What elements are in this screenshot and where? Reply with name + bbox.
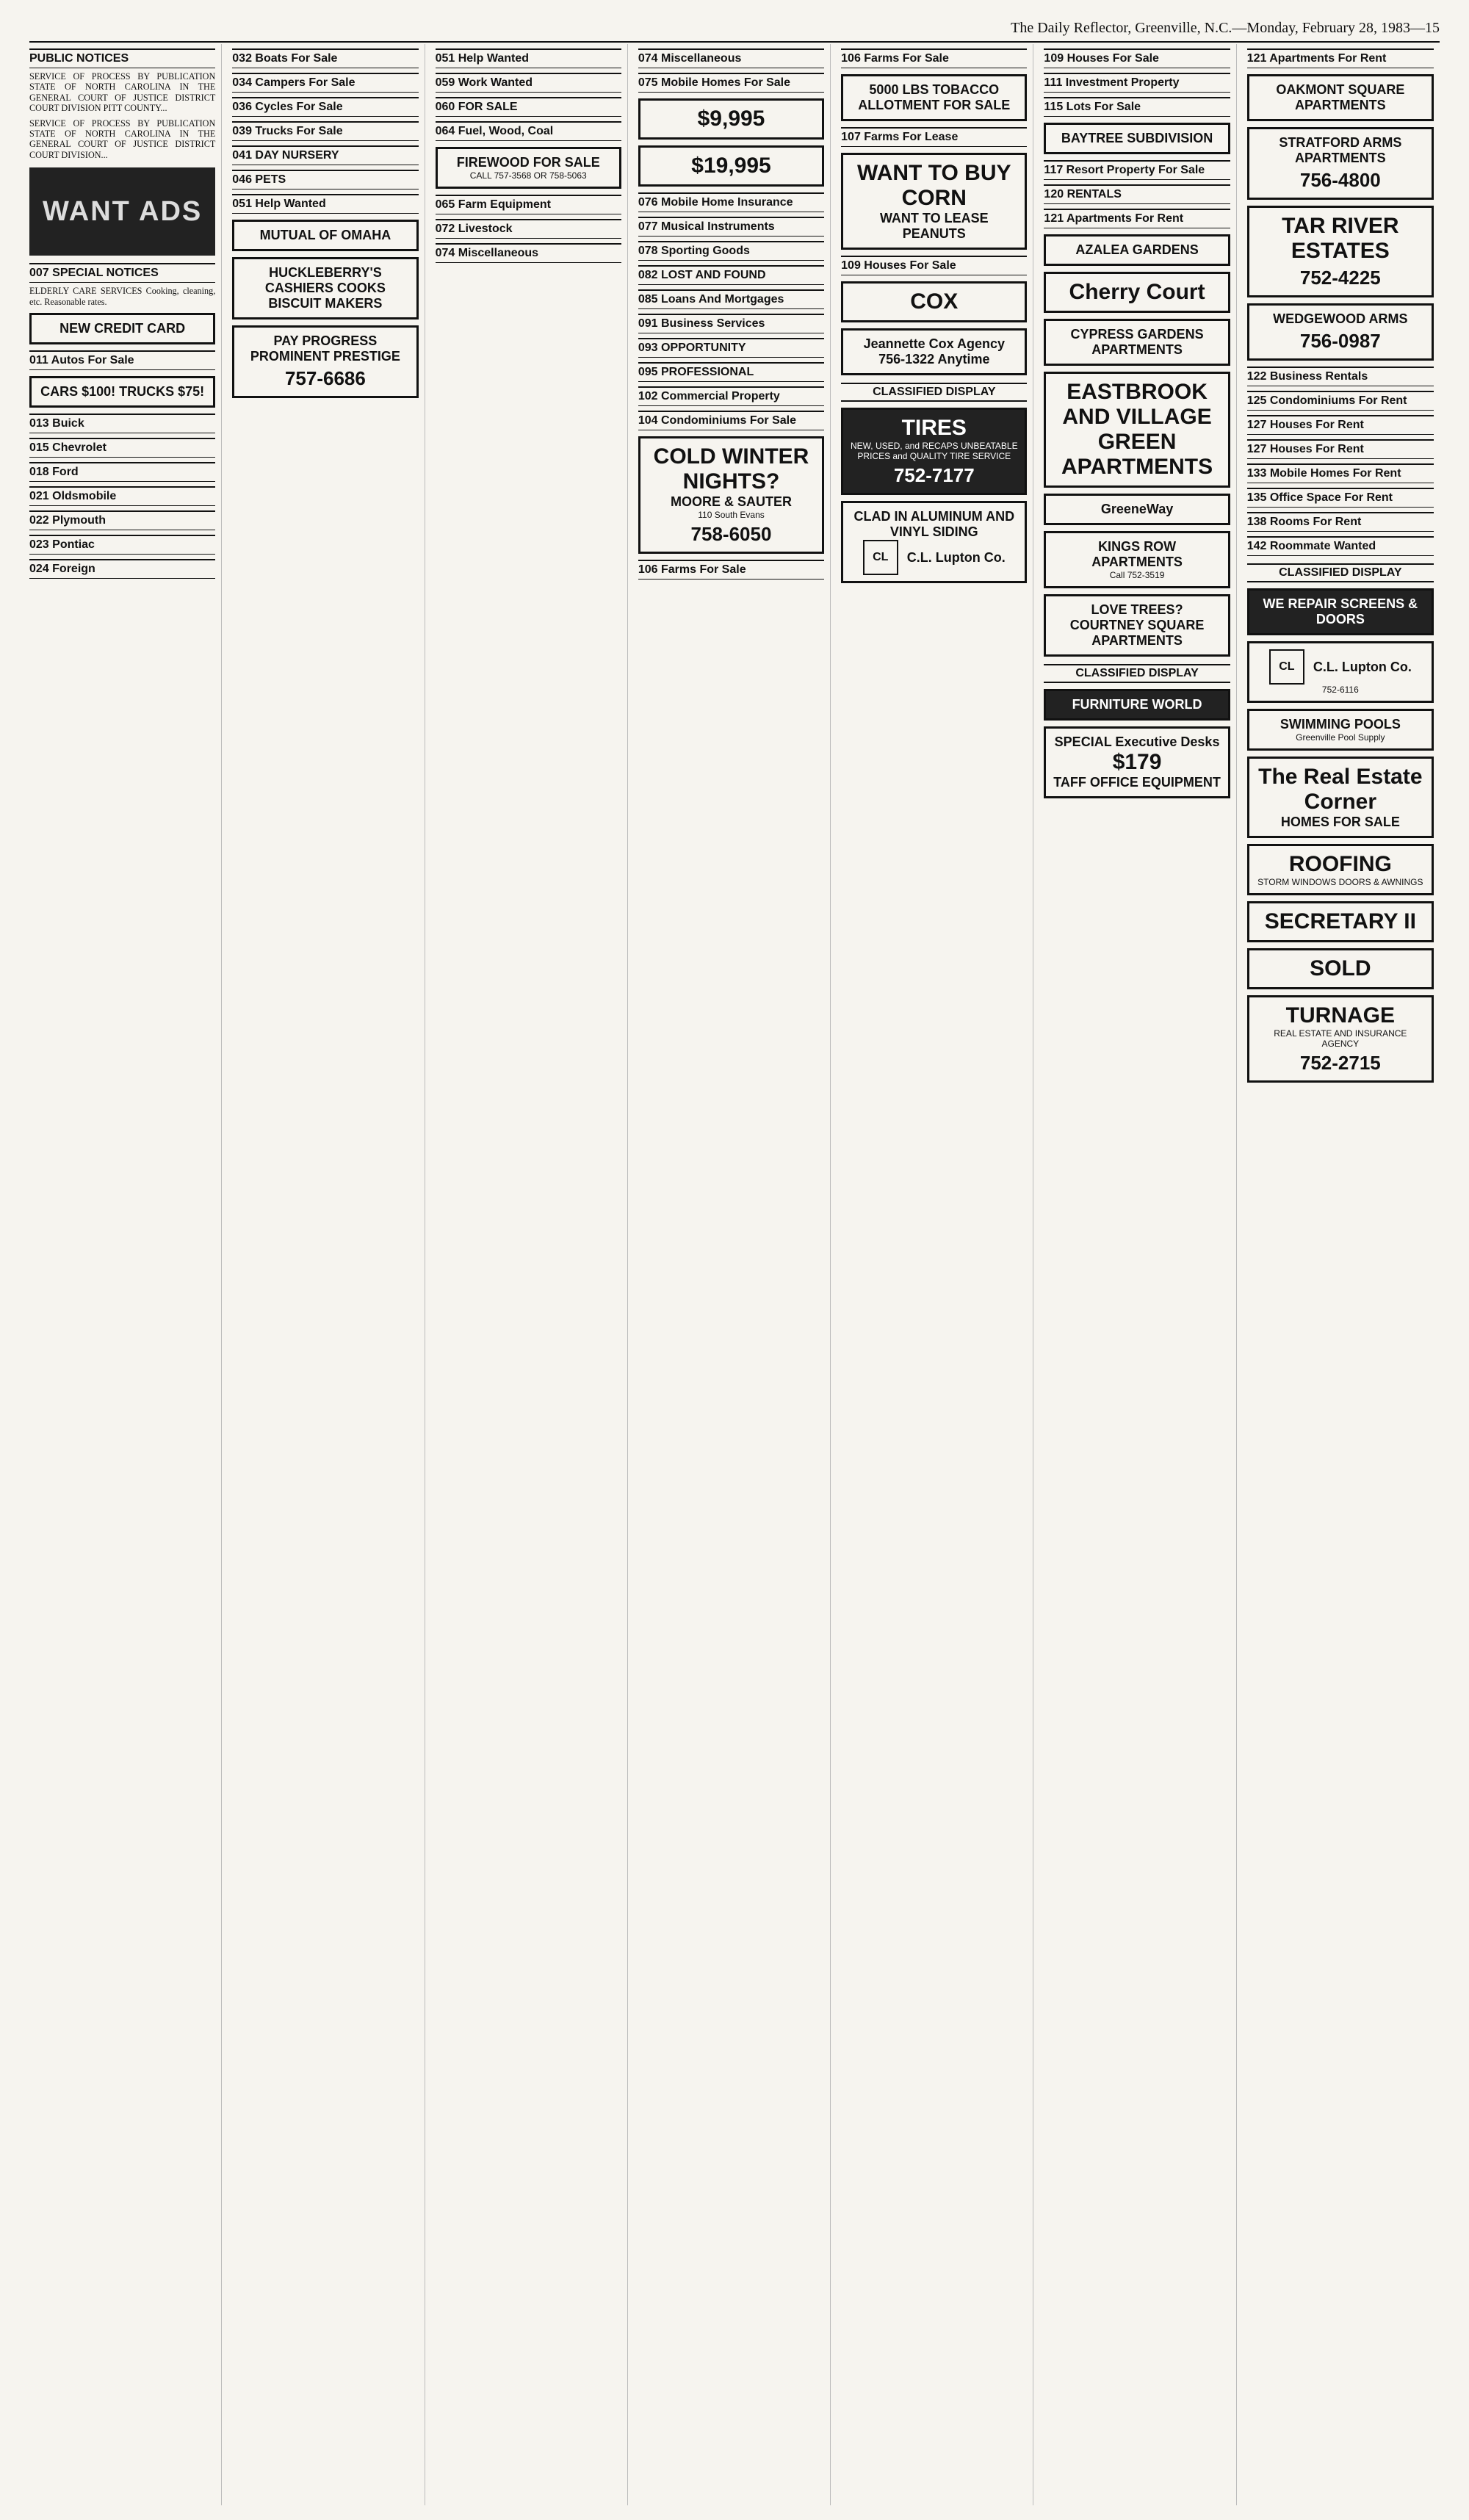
resort-title: 117 Resort Property For Sale — [1044, 160, 1230, 180]
farms-sale-title: 106 Farms For Sale — [638, 560, 824, 580]
houses-rent-title-2: 127 Houses For Rent — [1247, 439, 1434, 459]
musical-title: 077 Musical Instruments — [638, 217, 824, 237]
apartments-title-6: 121 Apartments For Rent — [1044, 209, 1230, 228]
houses-title-6: 109 Houses For Sale — [1044, 48, 1230, 68]
lupton-logo-icon: CL — [863, 540, 898, 575]
livestock-title: 072 Livestock — [436, 219, 621, 239]
page-header — [29, 7, 1440, 43]
mobile-homes-title: 075 Mobile Homes For Sale — [638, 73, 824, 93]
executive-desks-ad: SPECIAL Executive Desks $179 TAFF OFFICE EQUIPMENT — [1044, 726, 1230, 798]
jeannette-cox-ad: Jeannette Cox Agency 756-1322 Anytime — [841, 328, 1027, 375]
oldsmobile-title: 021 Oldsmobile — [29, 486, 215, 506]
column-2 — [232, 44, 425, 2505]
cox-ad: COX — [841, 281, 1027, 322]
classified-display-7: CLASSIFIED DISPLAY — [1247, 563, 1434, 582]
column-5 — [841, 44, 1033, 2505]
column-7 — [1247, 44, 1440, 2505]
boats-title: 032 Boats For Sale — [232, 48, 418, 68]
autos-title: 011 Autos For Sale — [29, 350, 215, 370]
business-services-title: 091 Business Services — [638, 314, 824, 333]
stratford-ad: STRATFORD ARMS APARTMENTS 756-4800 — [1247, 127, 1434, 200]
azalea-ad: AZALEA GARDENS — [1044, 234, 1230, 266]
houses-sale-title: 109 Houses For Sale — [841, 256, 1027, 275]
tar-river-ad: TAR RIVER ESTATES 752-4225 — [1247, 206, 1434, 297]
buick-title: 013 Buick — [29, 414, 215, 433]
kings-row-ad: KINGS ROW APARTMENTS Call 752-3519 — [1044, 531, 1230, 588]
special-notice-1: ELDERLY CARE SERVICES Cooking, cleaning, etc. Reasonable rates. — [29, 286, 216, 307]
lupton-logo-icon-2: CL — [1269, 649, 1304, 685]
farms-title-2: 106 Farms For Sale — [841, 48, 1027, 68]
classified-display-6: CLASSIFIED DISPLAY — [1044, 664, 1230, 683]
lost-found-title: 082 LOST AND FOUND — [638, 265, 824, 285]
foreign-title: 024 Foreign — [29, 559, 215, 579]
price-9995: $9,995 — [638, 98, 824, 140]
lots-title: 115 Lots For Sale — [1044, 97, 1230, 117]
loans-title: 085 Loans And Mortgages — [638, 289, 824, 309]
roofing-ad: ROOFING STORM WINDOWS DOORS & AWNINGS — [1247, 844, 1434, 895]
sold-ad: SOLD — [1247, 948, 1434, 989]
mobile-rent-title: 133 Mobile Homes For Rent — [1247, 463, 1434, 483]
tobacco-ad: 5000 LBS TOBACCO ALLOTMENT FOR SALE — [841, 74, 1027, 121]
public-notices-title: PUBLIC NOTICES — [29, 48, 215, 68]
cherry-court-ad: Cherry Court — [1044, 272, 1230, 313]
cycles-title: 036 Cycles For Sale — [232, 97, 418, 117]
oakmont-ad: OAKMONT SQUARE APARTMENTS — [1247, 74, 1434, 121]
special-notices-title: 007 SPECIAL NOTICES — [29, 263, 215, 283]
sporting-title: 078 Sporting Goods — [638, 241, 824, 261]
campers-title: 034 Campers For Sale — [232, 73, 418, 93]
cladding-ad: CLAD IN ALUMINUM AND VINYL SIDING CL C.L. Lupton Co. — [841, 501, 1027, 583]
work-wanted-title: 059 Work Wanted — [436, 73, 621, 93]
cold-winter-ad: COLD WINTER NIGHTS? MOORE & SAUTER 110 South Evans 758-6050 — [638, 436, 824, 554]
courtney-ad: LOVE TREES? COURTNEY SQUARE APARTMENTS — [1044, 594, 1230, 657]
houses-rent-title: 127 Houses For Rent — [1247, 415, 1434, 435]
pets-title: 046 PETS — [232, 170, 418, 189]
swimming-pools-ad: SWIMMING POOLS Greenville Pool Supply — [1247, 709, 1434, 751]
professional-title: 095 PROFESSIONAL — [638, 362, 824, 382]
mobile-insurance-title: 076 Mobile Home Insurance — [638, 192, 824, 212]
eastbrook-ad: EASTBROOK AND VILLAGE GREEN APARTMENTS — [1044, 372, 1230, 488]
we-repair-ad: WE REPAIR SCREENS & DOORS — [1247, 588, 1434, 635]
ford-title: 018 Ford — [29, 462, 215, 482]
farms-lease-title: 107 Farms For Lease — [841, 127, 1027, 147]
chevrolet-title: 015 Chevrolet — [29, 438, 215, 458]
price-19995: $19,995 — [638, 145, 824, 187]
tires-ad: TIRES NEW, USED, and RECAPS UNBEATABLE PRICES and QUALITY TIRE SERVICE 752-7177 — [841, 408, 1027, 495]
secretary-ad: SECRETARY II — [1247, 901, 1434, 942]
wedgewood-ad: WEDGEWOOD ARMS 756-0987 — [1247, 303, 1434, 361]
help-wanted-title-2: 051 Help Wanted — [436, 48, 621, 68]
commercial-title: 102 Commercial Property — [638, 386, 824, 406]
miscellaneous-title: 074 Miscellaneous — [436, 243, 621, 263]
for-sale-title: 060 FOR SALE — [436, 97, 621, 117]
huckleberrys-ad: HUCKLEBERRY'S CASHIERS COOKS BISCUIT MAKERS — [232, 257, 418, 319]
column-6 — [1044, 44, 1236, 2505]
greeneway-ad: GreeneWay — [1044, 494, 1230, 525]
notice-1: SERVICE OF PROCESS BY PUBLICATION STATE OF NORTH CAROLINA IN THE GENERAL COURT OF JUSTICE DISTRICT COURT DIVISION PITT COUNTY... — [29, 71, 216, 114]
investment-title: 111 Investment Property — [1044, 73, 1230, 93]
baytree-ad: BAYTREE SUBDIVISION — [1044, 123, 1230, 154]
new-credit-card: NEW CREDIT CARD — [29, 313, 215, 344]
office-space-title: 135 Office Space For Rent — [1247, 488, 1434, 508]
rentals-title: 120 RENTALS — [1044, 184, 1230, 204]
turnage-ad: TURNAGE REAL ESTATE AND INSURANCE AGENCY 752-2715 — [1247, 995, 1434, 1083]
column-1 — [29, 44, 222, 2505]
firewood-ad: FIREWOOD FOR SALE CALL 757-3568 OR 758-5063 — [436, 147, 621, 189]
classified-display-5: CLASSIFIED DISPLAY — [841, 383, 1027, 402]
notice-2: SERVICE OF PROCESS BY PUBLICATION STATE OF NORTH CAROLINA IN THE GENERAL COURT OF JUSTICE DISTRICT COURT DIVISION... — [29, 118, 216, 160]
cars-trucks-ad: CARS $100! TRUCKS $75! — [29, 376, 215, 408]
mutual-of-omaha-ad: MUTUAL OF OMAHA — [232, 220, 418, 251]
rooms-title: 138 Rooms For Rent — [1247, 512, 1434, 532]
header-title: The Daily Reflector, Greenville, N.C.—Monday, February 28, 1983—15 — [1011, 20, 1440, 36]
cypress-gardens-ad: CYPRESS GARDENS APARTMENTS — [1044, 319, 1230, 366]
classified-columns — [29, 44, 1440, 2505]
farm-equipment-title: 065 Farm Equipment — [436, 195, 621, 214]
want-ads-logo: WANT ADS — [29, 167, 215, 256]
pontiac-title: 023 Pontiac — [29, 535, 215, 555]
day-nursery-title: 041 DAY NURSERY — [232, 145, 418, 165]
plymouth-title: 022 Plymouth — [29, 510, 215, 530]
column-4 — [638, 44, 831, 2505]
condo-rent-title: 125 Condominiums For Rent — [1247, 391, 1434, 411]
trucks-title: 039 Trucks For Sale — [232, 121, 418, 141]
apartments-title-7: 121 Apartments For Rent — [1247, 48, 1434, 68]
roommate-title: 142 Roommate Wanted — [1247, 536, 1434, 556]
column-3 — [436, 44, 628, 2505]
misc-title-2: 074 Miscellaneous — [638, 48, 824, 68]
furniture-world-ad: FURNITURE WORLD — [1044, 689, 1230, 721]
real-estate-corner-ad: The Real Estate Corner HOMES FOR SALE — [1247, 757, 1434, 838]
fuel-title: 064 Fuel, Wood, Coal — [436, 121, 621, 141]
opportunity-title: 093 OPPORTUNITY — [638, 338, 824, 358]
lupton-ad: CL C.L. Lupton Co. 752-6116 — [1247, 641, 1434, 703]
condo-sale-title: 104 Condominiums For Sale — [638, 411, 824, 430]
pay-progress-ad: PAY PROGRESS PROMINENT PRESTIGE 757-6686 — [232, 325, 418, 398]
help-wanted-title: 051 Help Wanted — [232, 194, 418, 214]
want-corn-ad: WANT TO BUY CORN WANT TO LEASE PEANUTS — [841, 153, 1027, 250]
business-rentals-title: 122 Business Rentals — [1247, 367, 1434, 386]
